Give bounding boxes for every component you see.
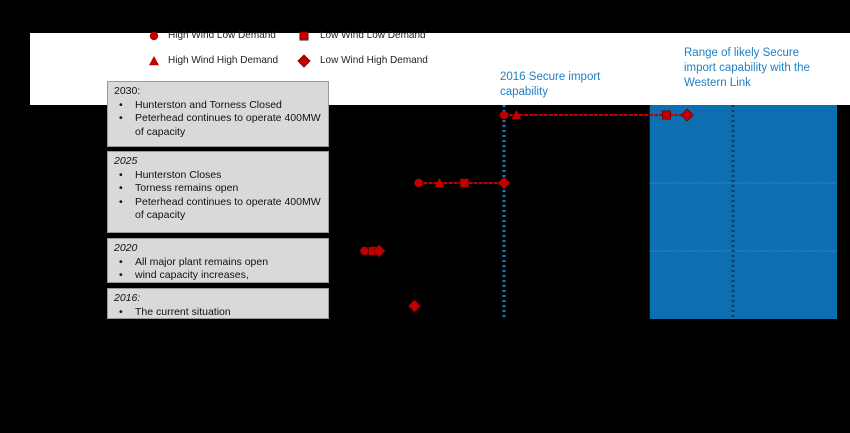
scenario-year: 2030:	[114, 85, 141, 97]
legend-label: Low Wind High Demand	[320, 55, 428, 66]
scenario-year: 2016:	[114, 292, 141, 304]
western-link-annotation: Range of likely Secure import capability with the Western Link	[684, 47, 810, 89]
scenario-bullet: • Hunterston Closes	[128, 169, 322, 183]
legend-marker-square	[300, 32, 308, 40]
secure-2016-annotation: 2016 Secure import capability	[500, 71, 601, 98]
legend-label: Low Wind Low Demand	[320, 30, 426, 41]
legend-marker-diamond	[298, 55, 310, 67]
legend-label: High Wind High Demand	[168, 55, 279, 66]
scenario-bullet: • wind capacity increases,	[128, 269, 322, 283]
scenario-bullet: • Hunterston and Torness Closed	[128, 99, 322, 113]
legend-marker-circle	[150, 32, 158, 40]
legend-marker-triangle	[149, 56, 159, 65]
scenario-year: 2025	[114, 155, 138, 167]
legend-label: High Wind Low Demand	[168, 30, 276, 41]
scenario-bullet: • The current situation	[128, 306, 322, 320]
scenario-bullet: • Peterhead continues to operate 400MW of capacity	[128, 112, 322, 139]
scenario-year: 2020	[114, 242, 138, 254]
scenario-bullet: • Torness remains open	[128, 182, 322, 196]
scenario-bullet: • All major plant remains open	[128, 256, 322, 270]
scenario-bullet: • Peterhead continues to operate 400MW of capacity	[128, 196, 322, 223]
